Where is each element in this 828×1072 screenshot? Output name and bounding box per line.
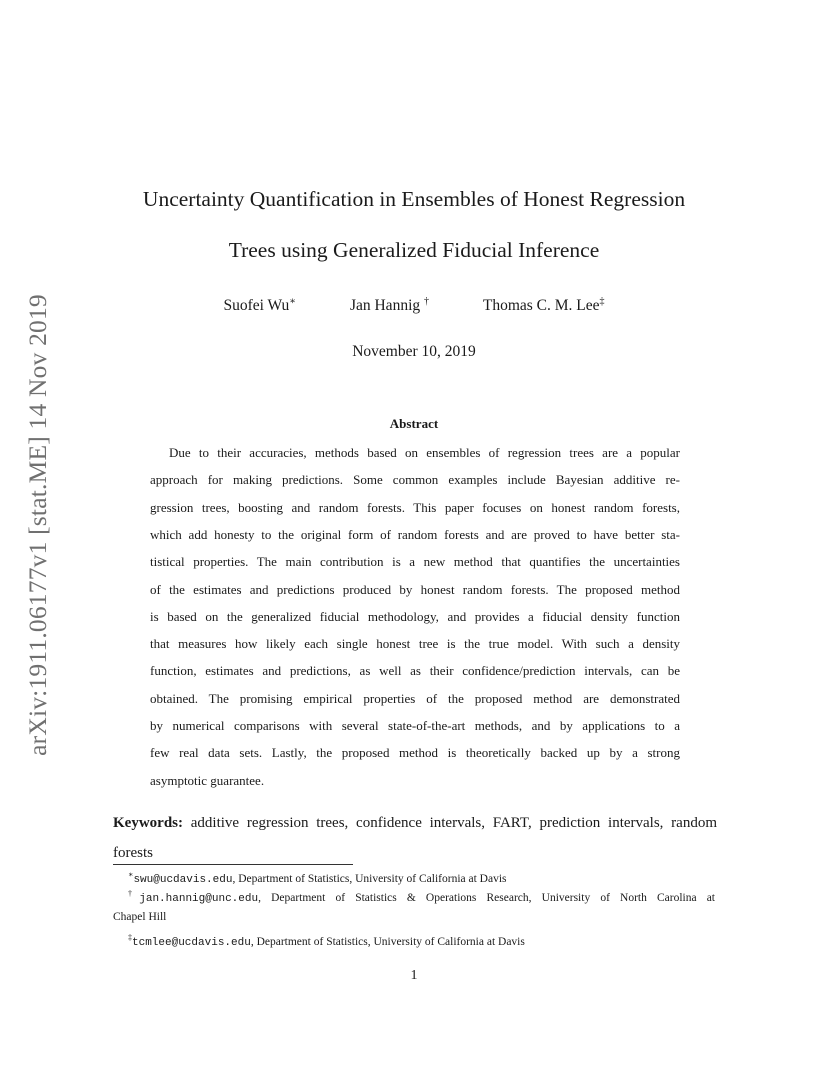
paper-title-line-2: Trees using Generalized Fiducial Inference — [228, 238, 600, 262]
author-lee: Thomas C. M. Lee‡ — [482, 296, 605, 314]
keywords-label: Keywords: — [113, 815, 183, 831]
arxiv-identifier-stamp: arXiv:1911.06177v1 [stat.ME] 14 Nov 2019 — [23, 294, 52, 756]
abstract-line: that measures how likely each single honest tree is the true model. With such a density — [150, 636, 680, 652]
abstract-line: obtained. The promising empirical properties of the proposed method are demonstrated — [150, 690, 680, 706]
email-hannig[interactable]: jan.hannig@unc.edu — [139, 893, 259, 905]
footnote-rule — [113, 864, 353, 865]
abstract-line: which add honesty to the original form of random forests and are proved to have better sta- — [150, 526, 680, 542]
abstract-line: of the estimates and predictions produced by honest random forests. The proposed method — [150, 581, 680, 597]
footnote-1: ∗swu@ucdavis.edu, Department of Statistics, University of California at Davis — [128, 870, 507, 886]
paper-title-line-1: Uncertainty Quantification in Ensembles of Honest Regression — [142, 187, 686, 211]
page-number: 1 — [410, 968, 418, 983]
abstract-line: tistical properties. The main contribution is a new method that quantifies the uncertainties — [150, 554, 680, 570]
footnote-2: †jan.hannig@unc.edu, Department of Statistics & Operations Research, University of North Carolina at — [128, 889, 715, 905]
abstract-line: approach for making predictions. Some common examples include Bayesian additive re- — [150, 472, 680, 488]
footnote-2-continuation: Chapel Hill — [113, 911, 167, 923]
author-hannig: Jan Hannig † — [349, 296, 429, 314]
keywords-line-1: Keywords: additive regression trees, confidence intervals, FART, prediction intervals, random — [113, 815, 718, 831]
abstract-line: function, estimates and predictions, as well as their confidence/prediction intervals, can be — [150, 663, 680, 679]
abstract-heading: Abstract — [389, 416, 439, 431]
publication-date: November 10, 2019 — [352, 343, 476, 360]
abstract-line: gression trees, boosting and random forests. This paper focuses on honest random forests, — [150, 499, 680, 515]
abstract-line: is based on the generalized fiducial methodology, and provides a fiducial density function — [150, 608, 680, 624]
abstract-line: few real data sets. Lastly, the proposed method is theoretically backed up by a strong — [150, 745, 680, 761]
abstract-line: by numerical comparisons with several state-of-the-art methods, and by applications to a — [150, 718, 680, 733]
abstract-line: Due to their accuracies, methods based on ensembles of regression trees are a popular — [169, 445, 680, 460]
abstract-line: asymptotic guarantee. — [150, 772, 265, 788]
email-wu[interactable]: swu@ucdavis.edu — [133, 874, 233, 886]
author-list — [0, 296, 828, 315]
author-wu: Suofei Wu∗ — [223, 296, 297, 314]
email-lee[interactable]: tcmlee@ucdavis.edu — [132, 937, 251, 949]
keywords-line-2: forests — [113, 845, 153, 861]
footnote-3: ‡tcmlee@ucdavis.edu, Department of Statistics, University of California at Davis — [128, 933, 525, 949]
